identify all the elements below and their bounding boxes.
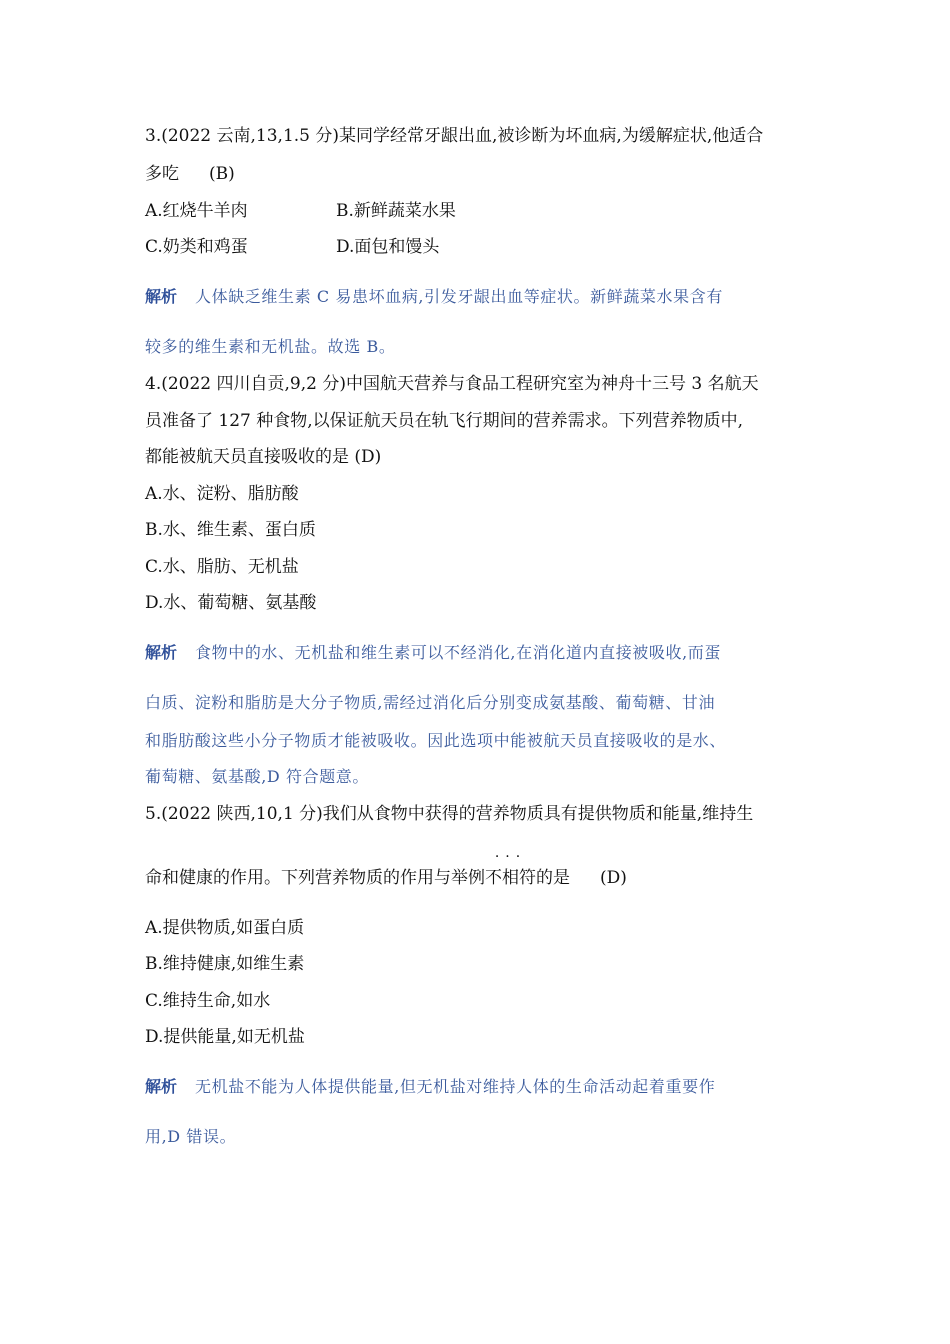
q3-options-row1: [145, 199, 248, 223]
q4-analysis-line3: 和脂肪酸这些小分子物质才能被吸收。因此选项中能被航天员直接吸收的是水、: [145, 731, 727, 750]
q5-option-b: B.维持健康,如维生素: [145, 954, 305, 974]
q4-stem-line1: 4.(2022 四川自贡,9,2 分)中国航天营养与食品工程研究室为神舟十三号 3 名航天: [145, 374, 759, 394]
analysis-tag: 解析: [145, 1077, 178, 1096]
q4-analysis-text1: 食物中的水、无机盐和维生素可以不经消化,在消化道内直接被吸收,而蛋: [195, 643, 721, 662]
q3-stem-line1: 3.(2022 云南,13,1.5 分)某同学经常牙龈出血,被诊断为坏血病,为缓解症状,他适合: [145, 126, 764, 146]
q5-option-c: C.维持生命,如水: [145, 991, 271, 1011]
q4-analysis-line4: 葡萄糖、氨基酸,D 符合题意。: [145, 767, 370, 786]
q3-analysis-text1: 人体缺乏维生素 C 易患坏血病,引发牙龈出血等症状。新鲜蔬菜水果含有: [195, 287, 723, 306]
q5-emphasized-phrase: [485, 849, 536, 888]
q3-answer: (B): [209, 164, 235, 184]
q4-stem-line2: 员准备了 127 种食物,以保证航天员在轨飞行期间的营养需求。下列营养物质中,: [145, 411, 744, 431]
q4-option-d: D.水、葡萄糖、氨基酸: [145, 593, 317, 613]
q3-analysis-line2: 较多的维生素和无机盐。故选 B。: [145, 337, 396, 356]
q3-option-a: A.红烧牛羊肉: [145, 201, 248, 221]
q5-answer: (D): [600, 868, 627, 888]
q5-emphasized-text: 不相符: [485, 868, 536, 888]
q5-stem-text-pre: 命和健康的作用。下列营养物质的作用与举例: [145, 868, 485, 888]
analysis-tag: 解析: [145, 287, 178, 306]
q3-option-c: C.奶类和鸡蛋: [145, 237, 248, 257]
q3-option-d: D.面包和馒头: [336, 237, 440, 257]
q5-analysis-line2: 用,D 错误。: [145, 1127, 237, 1146]
q5-option-d: D.提供能量,如无机盐: [145, 1027, 305, 1047]
q3-stem-text: 多吃: [145, 164, 179, 184]
q3-option-b: B.新鲜蔬菜水果: [336, 201, 456, 221]
q4-option-a: A.水、淀粉、脂肪酸: [145, 484, 299, 504]
q5-analysis-line1: [145, 1075, 715, 1099]
emphasis-dots: ···: [494, 849, 527, 865]
q5-option-a: A.提供物质,如蛋白质: [145, 918, 305, 938]
q3-analysis-line1: [145, 285, 723, 309]
q3-stem-line2: [145, 162, 235, 186]
q4-stem-line3: 都能被航天员直接吸收的是 (D): [145, 447, 382, 467]
q5-stem-text-post: 的是: [536, 868, 570, 888]
q4-analysis-line2: 白质、淀粉和脂肪是大分子物质,需经过消化后分别变成氨基酸、葡萄糖、甘油: [145, 693, 716, 712]
q4-option-c: C.水、脂肪、无机盐: [145, 557, 299, 577]
q5-analysis-text1: 无机盐不能为人体提供能量,但无机盐对维持人体的生命活动起着重要作: [195, 1077, 716, 1096]
analysis-tag: 解析: [145, 643, 178, 662]
q5-stem-line1: 5.(2022 陕西,10,1 分)我们从食物中获得的营养物质具有提供物质和能量,维持生: [145, 804, 754, 824]
q4-option-b: B.水、维生素、蛋白质: [145, 520, 316, 540]
q5-stem-line2: [145, 849, 627, 890]
q4-analysis-line1: [145, 641, 721, 665]
